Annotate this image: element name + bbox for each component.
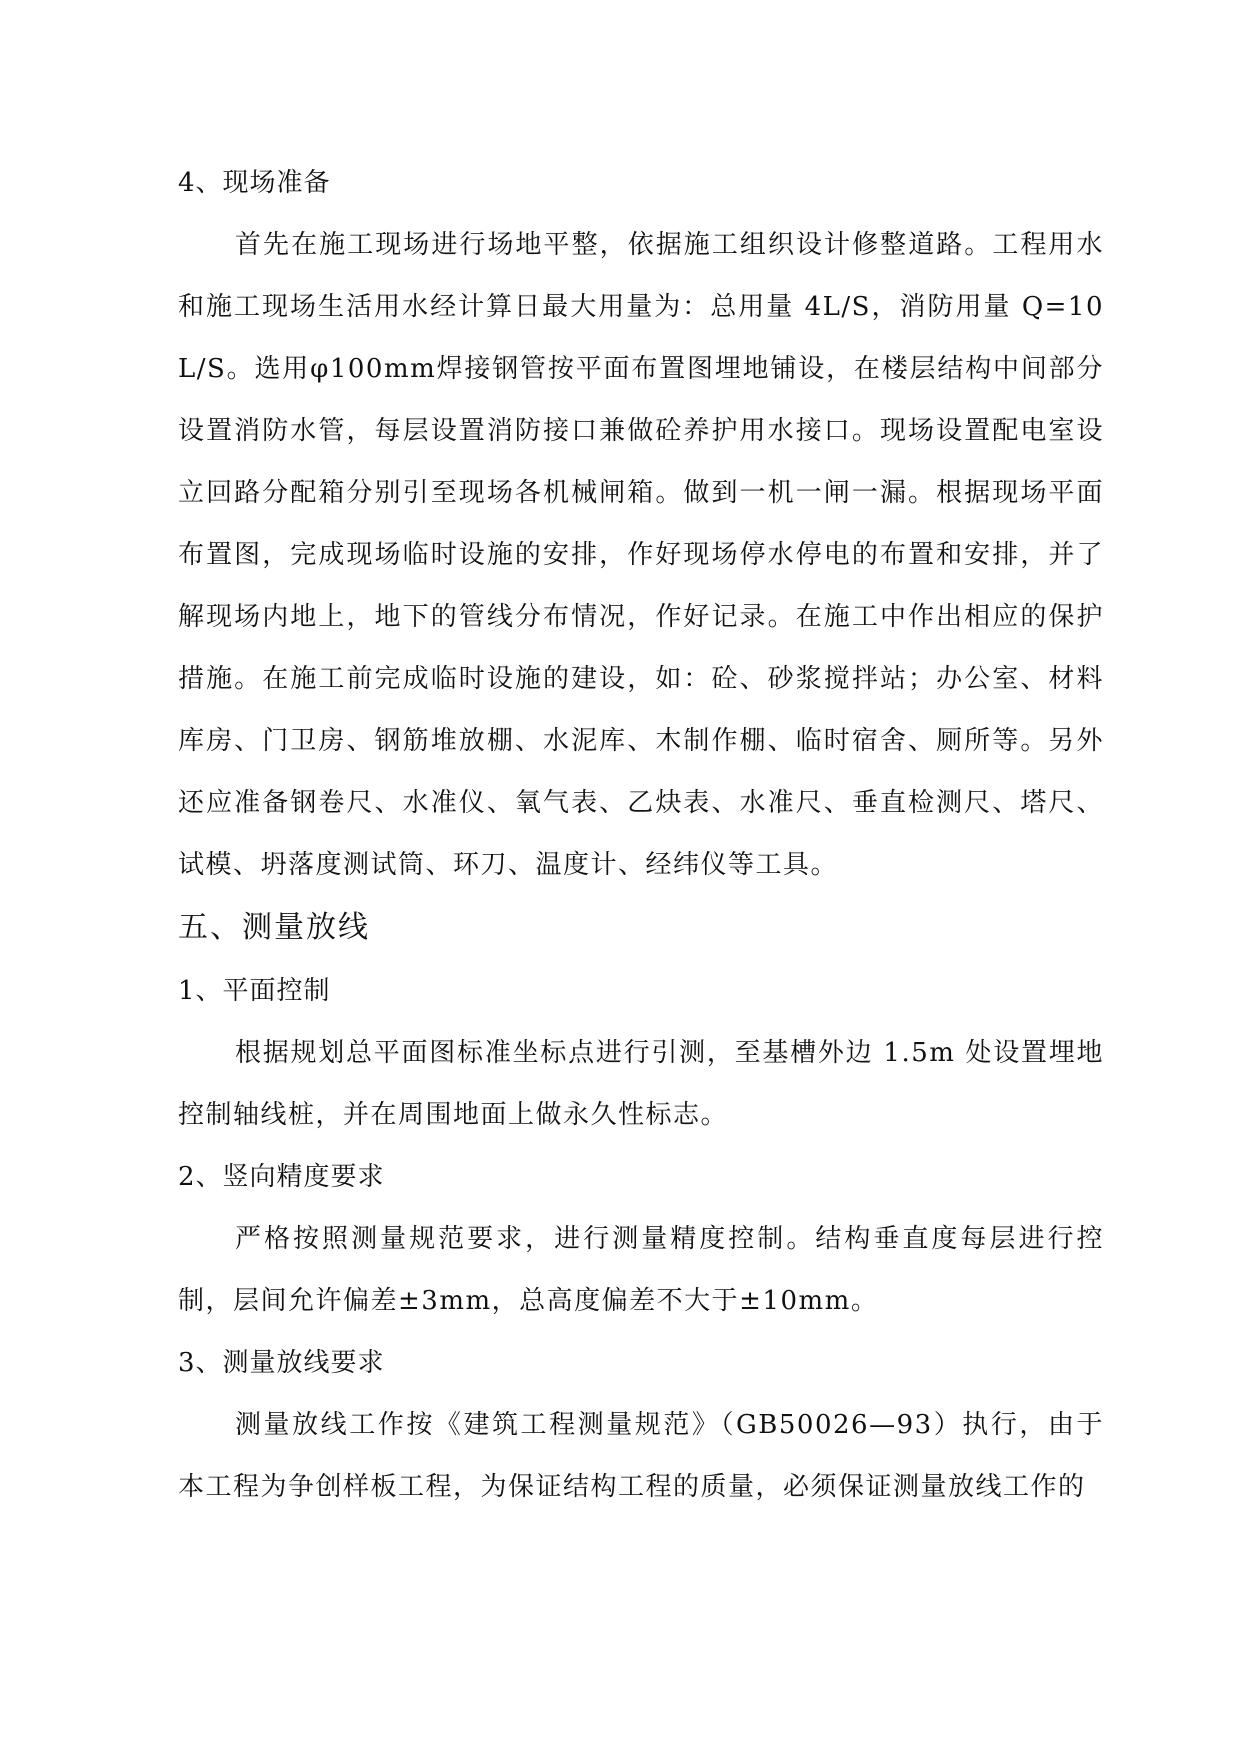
site-preparation-paragraph: 首先在施工现场进行场地平整，依据施工组织设计修整道路。工程用水和施工现场生活用水经计算日最大用量为：总用量 4L/S，消防用量 Q=10L/S。选用φ100mm焊接钢管按平面布置图埋地铺设，在楼层结构中间部分设置消防水管，每层设置消防接口兼做砼养护用水接口。现场设置配电室设立回路分配箱分别引至现场各机械闸箱。做到一机一闸一漏。根据现场平面布置图，完成现场临时设施的安排，作好现场停水停电的布置和安排，并了解现场内地上，地下的管线分布情况，作好记录。在施工中作出相应的保护措施。在施工前完成临时设施的建设，如：砼、砂浆搅拌站；办公室、材料库房、门卫房、钢筋堆放棚、水泥库、木制作棚、临时宿舍、厕所等。另外还应准备钢卷尺、水准仪、氧气表、乙炔表、水准尺、垂直检测尺、塔尺、试模、坍落度测试筒、环刀、温度计、经纬仪等工具。	[178, 230, 1104, 880]
plane-control-paragraph: 根据规划总平面图标准坐标点进行引测，至基槽外边 1.5m 处设置埋地控制轴线桩，并在周围地面上做永久性标志。	[178, 1038, 1104, 1130]
document-body	[178, 152, 1104, 1518]
survey-layout-section-heading: 五、测量放线	[178, 910, 370, 945]
vertical-accuracy-heading: 2、竖向精度要求	[178, 1162, 385, 1192]
survey-requirements-paragraph: 测量放线工作按《建筑工程测量规范》（GB50026—93）执行，由于本工程为争创样板工程，为保证结构工程的质量，必须保证测量放线工作的	[178, 1410, 1104, 1502]
site-preparation-heading: 4、现场准备	[178, 168, 331, 198]
survey-requirements-heading: 3、测量放线要求	[178, 1348, 385, 1378]
plane-control-heading: 1、平面控制	[178, 976, 331, 1006]
vertical-accuracy-paragraph: 严格按照测量规范要求，进行测量精度控制。结构垂直度每层进行控制，层间允许偏差±3mm，总高度偏差不大于±10mm。	[178, 1224, 1104, 1316]
